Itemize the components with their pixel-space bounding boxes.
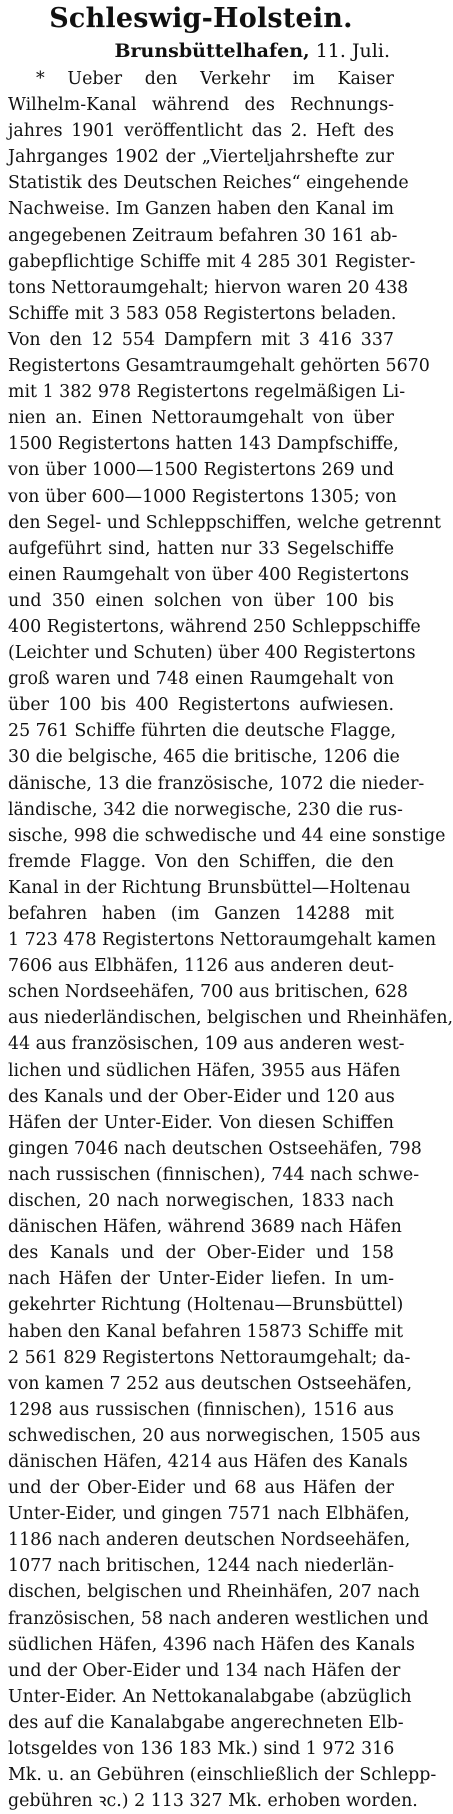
article-line: Schiffe mit 3 583 058 Registertons beladen. xyxy=(8,303,397,324)
article-line: französischen, 58 nach anderen westlichen und xyxy=(8,1608,429,1629)
article-line: dänischen Häfen, während 3689 nach Häfen xyxy=(8,1217,402,1238)
article-line: aus niederländischen, belgischen und Rheinhäfen, xyxy=(8,1008,453,1029)
article-line: dänische, 13 die französische, 1072 die nieder- xyxy=(8,773,425,794)
article-line: und 350 einen solchen von über 100 bis xyxy=(8,590,394,611)
article-line: tons Nettoraumgehalt; hiervon waren 20 438 xyxy=(8,277,409,298)
article-line: mit 1 382 978 Registertons regelmäßigen Li- xyxy=(8,382,406,403)
article-line: den Segel- und Schleppschiffen, welche getrennt xyxy=(8,512,442,533)
article-line: 7606 aus Elbhäfen, 1126 aus anderen deut- xyxy=(8,956,394,977)
article-line: gekehrter Richtung (Holtenau—Brunsbüttel) xyxy=(8,1295,404,1316)
article-line: und der Ober-Eider und 68 aus Häfen der xyxy=(8,1478,394,1499)
dateline-date: 11. Juli. xyxy=(315,40,390,62)
article-line: des Kanals und der Ober-Eider und 158 xyxy=(8,1243,394,1264)
article-line: nach russischen (finnischen), 744 nach schwe- xyxy=(8,1164,420,1185)
article-line: dänischen Häfen, 4214 aus Häfen des Kanals xyxy=(8,1451,408,1472)
article-line: 1186 nach anderen deutschen Nordseehäfen, xyxy=(8,1530,411,1551)
article-line: 1298 aus russischen (finnischen), 1516 aus xyxy=(8,1399,394,1420)
article-line: Registertons Gesamtraumgehalt gehörten 5670 xyxy=(8,356,430,377)
article-line: 1500 Registertons hatten 143 Dampfschiffe, xyxy=(8,434,399,455)
article-line: gebühren ꝛc.) 2 113 327 Mk. erhoben worden. xyxy=(8,1791,418,1812)
article-line: nien an. Einen Nettoraumgehalt von über xyxy=(8,408,394,429)
article-line: südlichen Häfen, 4396 nach Häfen des Kanals xyxy=(8,1634,415,1655)
article-line: des Kanals und der Ober-Eider und 120 aus xyxy=(8,1086,395,1107)
article-line: ländische, 342 die norwegische, 230 die rus- xyxy=(8,799,403,820)
article-line: groß waren und 748 einen Raumgehalt von xyxy=(8,669,394,690)
article-line: schwedischen, 20 aus norwegischen, 1505 aus xyxy=(8,1425,421,1446)
article-line: sische, 998 die schwedische und 44 eine sonstige xyxy=(8,825,446,846)
article-line: 30 die belgische, 465 die britische, 1206 die xyxy=(8,747,400,768)
article-line: von über 1000—1500 Registertons 269 und xyxy=(8,460,394,481)
article-line: des auf die Kanalabgabe angerechneten Elb- xyxy=(8,1712,404,1733)
article-line: lotsgeldes von 136 183 Mk.) sind 1 972 316 xyxy=(8,1739,395,1759)
article-line: dischen, belgischen und Rheinhäfen, 207 nach xyxy=(8,1582,420,1603)
article-line: aufgeführt sind, hatten nur 33 Segelschiffe xyxy=(8,538,394,559)
section-heading: Schleswig-Holstein. xyxy=(49,3,353,34)
article-line: lichen und südlichen Häfen, 3955 aus Häfen xyxy=(8,1060,401,1081)
article-line: über 100 bis 400 Registertons aufwiesen. xyxy=(8,695,394,716)
article-line: von kamen 7 252 aus deutschen Ostseehäfen, xyxy=(8,1373,412,1394)
article-line: Nachweise. Im Ganzen haben den Kanal im xyxy=(8,199,394,220)
dateline-place: Brunsbüttelhafen, xyxy=(114,40,310,62)
article-line: Jahrganges 1902 der „Vierteljahrshefte zur xyxy=(8,147,394,168)
article-line: 44 aus französischen, 109 aus anderen west- xyxy=(8,1034,405,1055)
article-line: schen Nordseehäfen, 700 aus britischen, 628 xyxy=(8,982,408,1003)
article-body xyxy=(8,66,453,1814)
article-line: Unter-Eider, und gingen 7571 nach Elbhäfen, xyxy=(8,1504,410,1525)
article-line: 2 561 829 Registertons Nettoraumgehalt; da- xyxy=(8,1347,411,1368)
article-line: nach Häfen der Unter-Eider liefen. In um- xyxy=(8,1269,394,1290)
article-line: gingen 7046 nach deutschen Ostseehäfen, 798 xyxy=(8,1138,422,1159)
article-line: 25 761 Schiffe führten die deutsche Flagge, xyxy=(8,721,397,742)
article-line: haben den Kanal befahren 15873 Schiffe mit xyxy=(8,1321,404,1342)
article-line: Mk. u. an Gebühren (einschließlich der Schlepp- xyxy=(8,1765,437,1786)
article-line: Unter-Eider. An Nettokanalabgabe (abzüglich xyxy=(8,1686,412,1707)
article-line: von über 600—1000 Registertons 1305; von xyxy=(8,486,397,507)
article-line: gabepflichtige Schiffe mit 4 285 301 Register- xyxy=(8,251,416,272)
article-line: jahres 1901 veröffentlicht das 2. Heft des xyxy=(8,121,394,142)
article-line: 400 Registertons, während 250 Schleppschiffe xyxy=(8,616,421,637)
article-line: * Ueber den Verkehr im Kaiser xyxy=(36,69,394,89)
article-line: Häfen der Unter-Eider. Von diesen Schiffen xyxy=(8,1112,394,1133)
article-line: (Leichter und Schuten) über 400 Registertons xyxy=(8,643,416,664)
article-line: Statistik des Deutschen Reiches“ eingehende xyxy=(8,173,409,194)
article-line: angegebenen Zeitraum befahren 30 161 ab- xyxy=(8,225,398,246)
article-line: Kanal in der Richtung Brunsbüttel—Holtenau xyxy=(8,877,411,898)
article-line: fremde Flagge. Von den Schiffen, die den xyxy=(8,851,394,872)
article-line: 1077 nach britischen, 1244 nach niederlän- xyxy=(8,1556,394,1577)
article-line: Wilhelm-Kanal während des Rechnungs- xyxy=(8,95,394,116)
dateline xyxy=(8,38,390,64)
article-line: einen Raumgehalt von über 400 Registertons xyxy=(8,564,410,585)
article-line: befahren haben (im Ganzen 14288 mit xyxy=(8,904,394,924)
article-line: Von den 12 554 Dampfern mit 3 416 337 xyxy=(8,329,394,350)
article-line: dischen, 20 nach norwegischen, 1833 nach xyxy=(8,1191,394,1212)
article-line: 1 723 478 Registertons Nettoraumgehalt kamen xyxy=(8,930,437,951)
article-line: und der Ober-Eider und 134 nach Häfen der xyxy=(8,1660,401,1681)
